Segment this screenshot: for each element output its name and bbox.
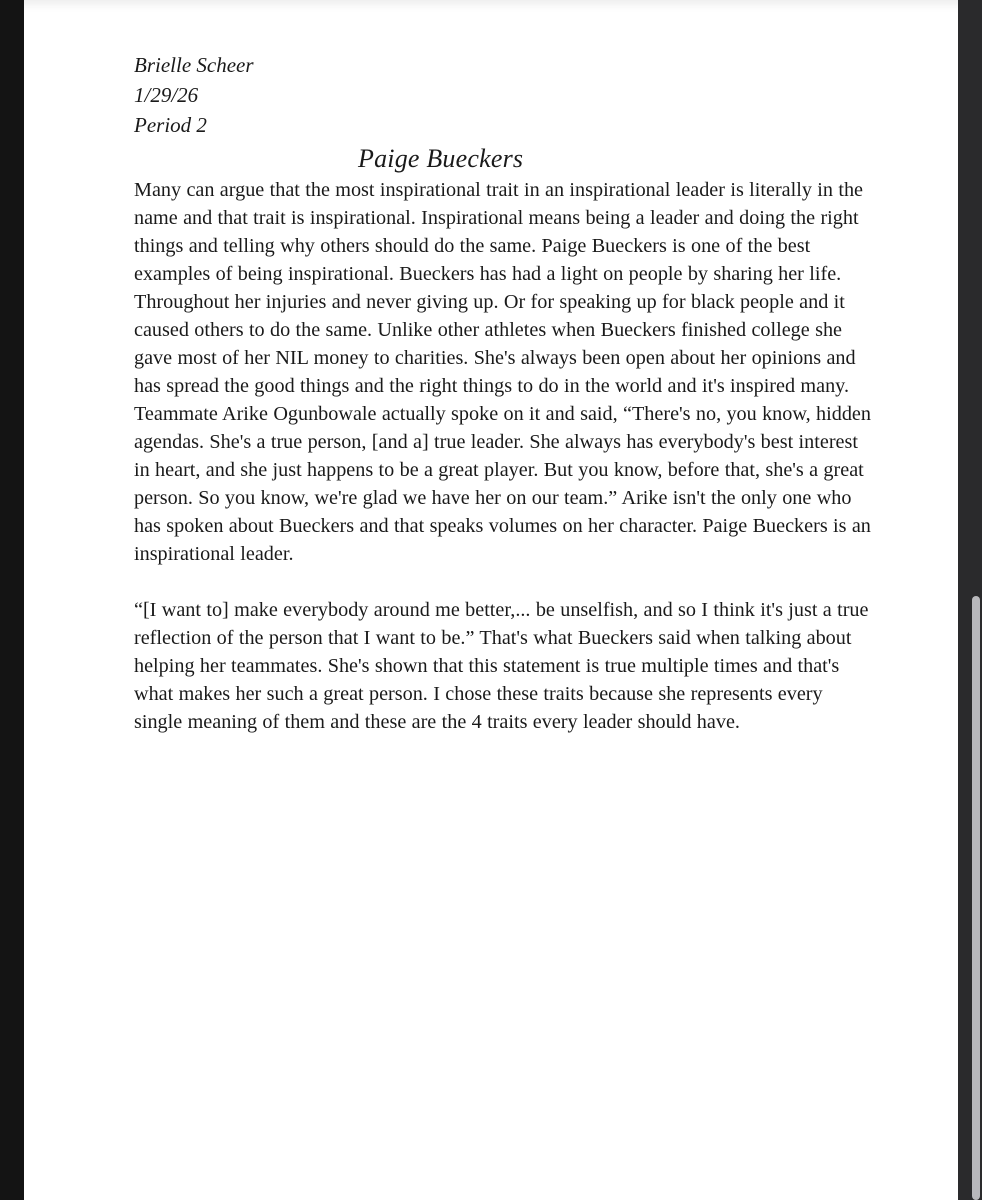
- document-title: Paige Bueckers: [358, 144, 524, 173]
- vertical-scrollbar[interactable]: [958, 0, 982, 1200]
- class-period: Period 2: [134, 113, 207, 137]
- body-paragraph-2: “[I want to] make everybody around me better,... be unselfish, and so I think it's just a true reflection of the person that I want to be.” That's what Bueckers said when talking about helping her teammates. She's shown that this statement is true multiple times and that's what makes her such a great person. I chose these traits because she represents every single meaning of them and these are the 4 traits every leader should have.: [134, 599, 869, 733]
- document-date: 1/29/26: [134, 83, 199, 107]
- author-name: Brielle Scheer: [134, 53, 254, 77]
- left-gutter: [0, 0, 24, 1200]
- document-page[interactable]: [24, 0, 958, 1200]
- scrollbar-thumb[interactable]: [972, 596, 980, 1200]
- body-paragraph-1: Many can argue that the most inspirational trait in an inspirational leader is literally in the name and that trait is inspirational. Inspirational means being a leader and doing the right things and telling why others should do the same. Paige Bueckers is one of the best examples of being inspirational. Bueckers has had a light on people by sharing her life. Throughout her injuries and never giving up. Or for speaking up for black people and it caused others to do the same. Unlike other athletes when Bueckers finished college she gave most of her NIL money to charities. She's always been open about her opinions and has spread the good things and the right things to do in the world and it's inspired many. Teammate Arike Ogunbowale actually spoke on it and said, “There's no, you know, hidden agendas. She's a true person, [and a] true leader. She always has everybody's best interest in heart, and she just happens to be a great player. But you know, before that, she's a great person. So you know, we're glad we have her on our team.” Arike isn't the only one who has spoken about Bueckers and that speaks volumes on her character. Paige Bueckers is an inspirational leader.: [134, 179, 871, 565]
- document-body: [134, 50, 874, 736]
